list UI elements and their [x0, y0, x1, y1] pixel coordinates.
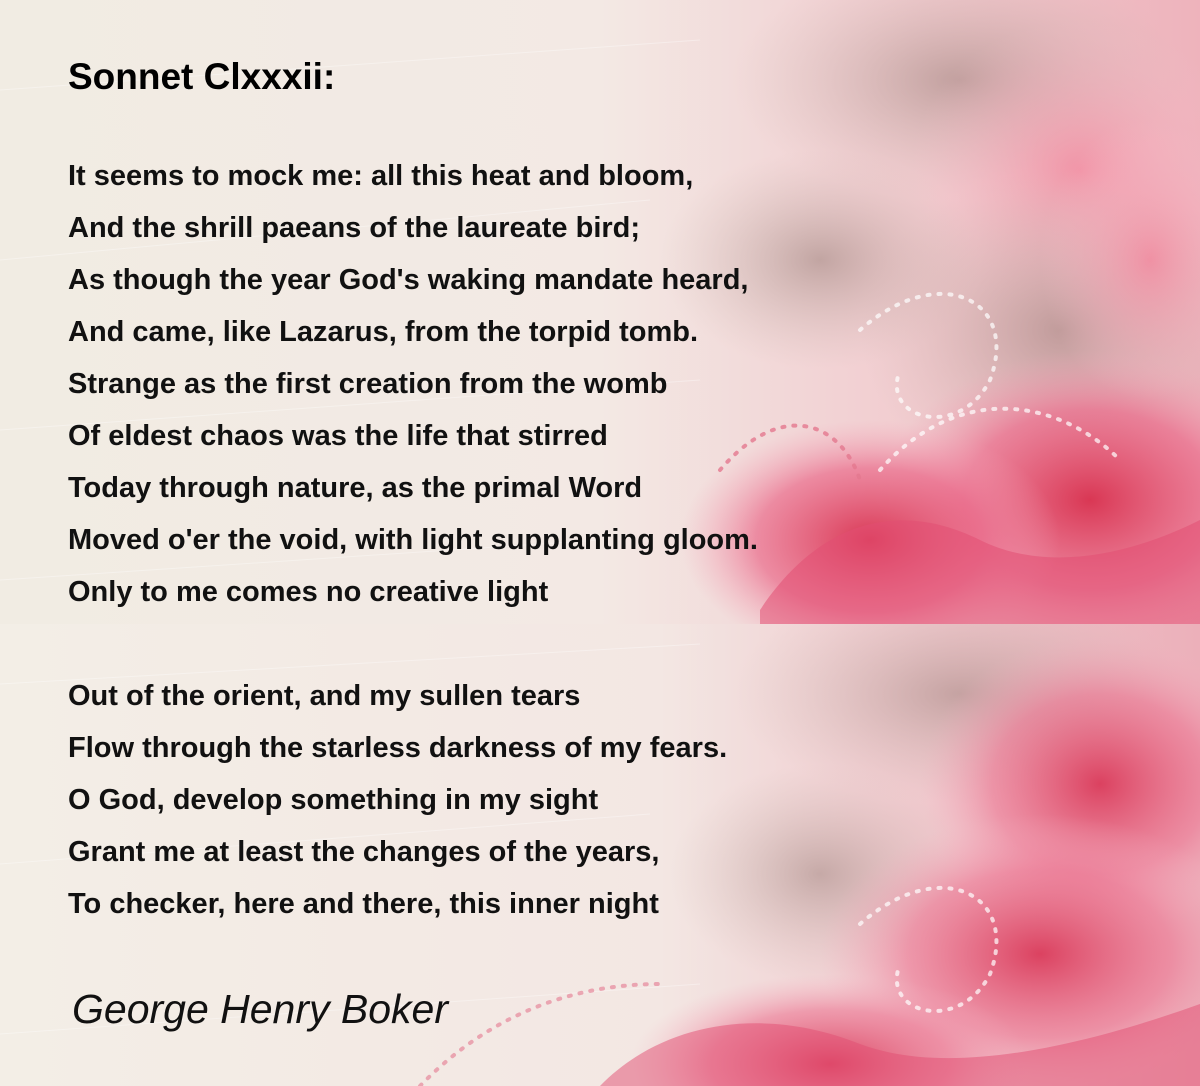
poem-line: It seems to mock me: all this heat and bloom, — [68, 160, 694, 192]
poem-line: As though the year God's waking mandate heard, — [68, 264, 749, 296]
poem-line: Flow through the starless darkness of my fears. — [68, 732, 728, 764]
poem-line: Moved o'er the void, with light supplanting gloom. — [68, 524, 758, 556]
poem-line: To checker, here and there, this inner night — [68, 888, 659, 920]
poem-line: Strange as the first creation from the womb — [68, 368, 668, 400]
poem-line: Out of the orient, and my sullen tears — [68, 680, 581, 712]
poem-line: O God, develop something in my sight — [68, 784, 599, 816]
poem-line: Of eldest chaos was the life that stirred — [68, 420, 608, 452]
poem-title: Sonnet Clxxxii: — [68, 56, 336, 97]
poem-line: Only to me comes no creative light — [68, 576, 549, 608]
poem-line: And the shrill paeans of the laureate bird; — [68, 212, 641, 244]
poem-line: Grant me at least the changes of the years, — [68, 836, 660, 868]
poem-line: And came, like Lazarus, from the torpid tomb. — [68, 316, 699, 348]
poem-line: Today through nature, as the primal Word — [68, 472, 643, 504]
poem-author: George Henry Boker — [72, 986, 449, 1032]
